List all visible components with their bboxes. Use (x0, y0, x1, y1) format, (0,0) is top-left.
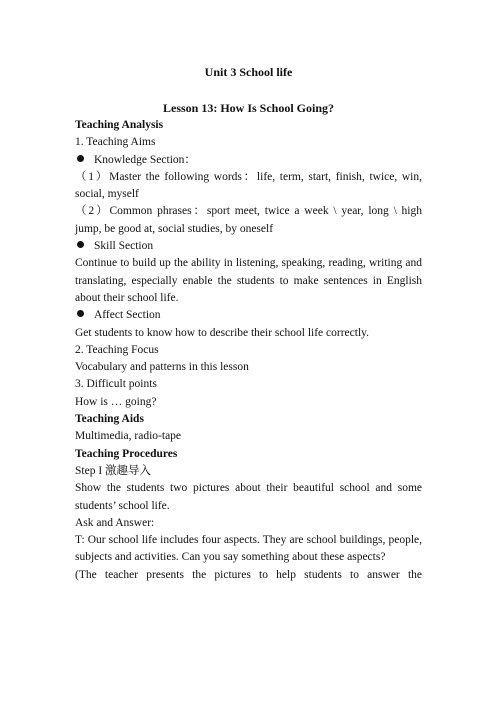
unit-title: Unit 3 School life (204, 65, 293, 79)
step-one-heading: Step I 激趣导入 (75, 464, 152, 477)
knowledge-section-label: Knowledge Section： (94, 153, 196, 166)
lesson-title: Lesson 13: How Is School Going? (162, 101, 335, 115)
document-body (75, 64, 422, 584)
phrases-item: （2）Common phrases：sport meet, twice a week \ year, long \ high jump, be good at, social studies, by oneself (75, 205, 422, 235)
teaching-aids-text: Multimedia, radio-tape (75, 430, 182, 443)
teaching-focus-text: Vocabulary and patterns in this lesson (75, 361, 249, 374)
teaching-analysis-heading: Teaching Analysis (75, 119, 164, 131)
skill-bullet (75, 238, 422, 255)
teacher-note: (The teacher presents the pictures to help students to answer the (75, 568, 422, 581)
bullet-dot-icon (77, 310, 84, 317)
affect-paragraph: Get students to know how to describe their school life correctly. (75, 326, 370, 339)
step-one-paragraph: Show the students two pictures about their beautiful school and some students’ school life. (75, 482, 422, 512)
skill-paragraph: Continue to build up the ability in listening, speaking, reading, writing and translating, especially enable the students to make sentences in English about their school life. (75, 257, 422, 304)
teaching-aims-heading: 1. Teaching Aims (75, 136, 156, 149)
ask-answer-heading: Ask and Answer: (75, 516, 155, 529)
affect-section-label: Affect Section (94, 309, 161, 322)
difficult-points-text: How is … going? (75, 395, 157, 408)
skill-section-label: Skill Section (94, 240, 154, 253)
bullet-dot-icon (77, 241, 84, 248)
teaching-aids-heading: Teaching Aids (75, 413, 144, 426)
words-item: （1）Master the following words：life, term, start, finish, twice, win, social, myself (75, 170, 422, 201)
knowledge-bullet (75, 152, 422, 169)
teaching-procedures-heading: Teaching Procedures (75, 447, 178, 460)
difficult-points-heading: 3. Difficult points (75, 378, 157, 391)
teacher-paragraph: T: Our school life includes four aspects. They are school buildings, people, subjects and activities. Can you say something about these aspects? (75, 534, 422, 564)
teaching-focus-heading: 2. Teaching Focus (75, 343, 159, 356)
bullet-dot-icon (77, 155, 84, 162)
affect-bullet (75, 307, 422, 324)
